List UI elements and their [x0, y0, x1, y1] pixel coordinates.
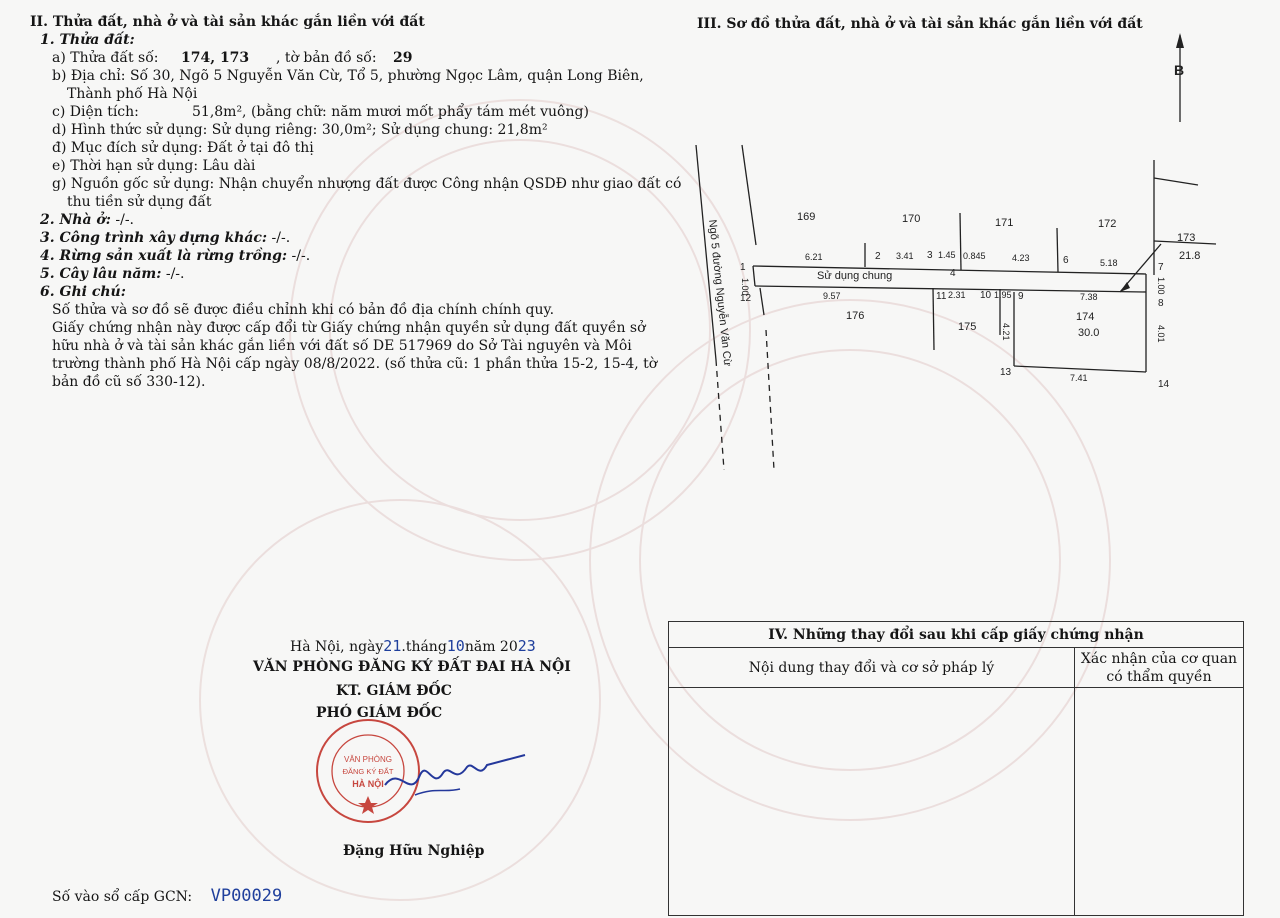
- house-value: -/-.: [115, 212, 135, 228]
- parcel-175: 175: [958, 321, 977, 333]
- origin-row-1: g) Nguồn gốc sử dụng: Nhận chuyển nhượng đất được Công nhận QSDĐ như giao đất có: [52, 176, 682, 192]
- dim-5-18: 5.18: [1100, 258, 1118, 268]
- authority-header-line-2: có thẩm quyền: [1106, 668, 1212, 685]
- section-2-title: II. Thửa đất, nhà ở và tài sản khác gắn liền với đất: [30, 14, 425, 30]
- point-14: 14: [1158, 379, 1170, 390]
- origin-row-2: thu tiền sử dụng đất: [67, 194, 212, 210]
- dim-9-57: 9.57: [823, 291, 841, 301]
- dim-2-31: 2.31: [948, 290, 966, 300]
- point-11: 11: [936, 291, 947, 302]
- dim-7-41: 7.41: [1070, 373, 1088, 383]
- perennial-row: [30, 266, 630, 284]
- shared-use-label: Sử dụng chung: [817, 270, 893, 282]
- note-line-4: trường thành phố Hà Nội cấp ngày 08/8/2022. (số thửa cũ: 1 phần thửa 15-2, 15-4, tờ: [52, 356, 658, 372]
- parcel-number-value: 174, 173: [180, 50, 250, 66]
- parcel-176: 176: [846, 310, 865, 322]
- map-sheet-label: , tờ bản đồ số:: [275, 50, 377, 66]
- point-6: 6: [1063, 255, 1069, 266]
- dim-4-01: 4.01: [1156, 325, 1166, 343]
- changes-content-cell: [669, 688, 1075, 916]
- director-title: KT. GIÁM ĐỐC: [336, 683, 452, 699]
- changes-authority-header: [1075, 648, 1244, 688]
- dim-1-95: 1.95: [994, 290, 1012, 300]
- address-line-2: Thành phố Hà Nội: [67, 86, 198, 102]
- usage-term-row: e) Thời hạn sử dụng: Lâu dài: [52, 158, 256, 174]
- dim-4-23: 4.23: [1012, 253, 1030, 263]
- parcel-174-area: 30.0: [1078, 327, 1100, 339]
- handwritten-signature: [375, 745, 535, 815]
- forest-row: [30, 248, 630, 266]
- area-row: [30, 104, 630, 122]
- deputy-director-title: PHÓ GIÁM ĐỐC: [316, 705, 443, 721]
- date-day: 21: [383, 637, 402, 655]
- changes-content-header: Nội dung thay đổi và cơ sở pháp lý: [669, 648, 1075, 688]
- point-10: 10: [980, 290, 992, 301]
- usage-purpose-row: đ) Mục đích sử dụng: Đất ở tại đô thị: [52, 140, 314, 156]
- note-line-3: hữu nhà ở và tài sản khác gắn liền với đất số DE 517969 do Sở Tài nguyên và Môi: [52, 338, 632, 354]
- perennial-value: -/-.: [165, 266, 185, 282]
- office-name: VĂN PHÒNG ĐĂNG KÝ ĐẤT ĐAI HÀ NỘI: [253, 659, 571, 675]
- house-row: [30, 212, 630, 230]
- other-construction-value: -/-.: [271, 230, 291, 246]
- date-year-label: năm 20: [464, 639, 518, 655]
- note-line-5: bản đồ cũ số 330-12).: [52, 374, 206, 390]
- land-parcel-heading: 1. Thửa đất:: [40, 32, 135, 48]
- dim-7-38: 7.38: [1080, 292, 1098, 302]
- parcel-169: 169: [797, 211, 816, 223]
- parcel-number-row: [30, 50, 630, 68]
- stamp-text-top: VĂN PHÒNG: [343, 755, 393, 764]
- dim-1-00-left: 1.00: [740, 278, 750, 296]
- date-month-label: tháng: [405, 639, 447, 655]
- dim-6-21: 6.21: [805, 252, 823, 262]
- dim-0-845: 0.845: [963, 251, 986, 261]
- road-label: Ngõ 5 đường Nguyễn Văn Cừ: [706, 219, 734, 367]
- other-construction-row: [30, 230, 630, 248]
- point-13: 13: [1000, 367, 1012, 378]
- registry-label: Số vào sổ cấp GCN:: [52, 889, 193, 905]
- authority-header-line-1: Xác nhận của cơ quan: [1080, 650, 1238, 667]
- parcel-173: 173: [1177, 232, 1196, 244]
- point-3: 3: [927, 250, 933, 261]
- point-8: 8: [1158, 298, 1164, 309]
- notes-heading: 6. Ghi chú:: [40, 284, 126, 300]
- issue-date: Hà Nội, ngày21.tháng10năm 2023: [290, 637, 536, 655]
- registry-row: [52, 886, 282, 906]
- parcel-170: 170: [902, 213, 921, 225]
- date-prefix: Hà Nội, ngày: [290, 639, 384, 655]
- changes-authority-cell: [1075, 688, 1244, 916]
- changes-table: [668, 621, 1244, 916]
- area-label: c) Diện tích:: [52, 104, 139, 120]
- perennial-label: 5. Cây lâu năm:: [40, 266, 162, 282]
- dim-3-41: 3.41: [896, 251, 914, 261]
- house-label: 2. Nhà ở:: [40, 212, 111, 228]
- dim-1-45: 1.45: [938, 250, 956, 260]
- section-land-info: [30, 14, 682, 392]
- date-month: 10: [446, 637, 465, 655]
- registry-number: VP00029: [210, 886, 283, 906]
- section-4-title: IV. Những thay đổi sau khi cấp giấy chứng nhận: [669, 622, 1244, 648]
- section-3-title: III. Sơ đồ thửa đất, nhà ở và tài sản khác gắn liền với đất: [697, 16, 1143, 32]
- parcel-diagram: [680, 30, 1240, 480]
- address-line-1: b) Địa chỉ: Số 30, Ngõ 5 Nguyễn Văn Cừ, Tổ 5, phường Ngọc Lâm, quận Long Biên,: [52, 68, 644, 84]
- dim-4-21: 4.21: [1001, 323, 1011, 341]
- point-1: 1: [740, 262, 746, 273]
- parcel-174: 174: [1076, 311, 1095, 323]
- stamp-text-bottom: HÀ NỘI: [352, 779, 384, 789]
- parcel-number-label: a) Thửa đất số:: [52, 50, 159, 66]
- parcel-172: 172: [1098, 218, 1117, 230]
- stamp-text-middle: ĐĂNG KÝ ĐẤT: [342, 767, 394, 776]
- forest-label: 4. Rừng sản xuất là rừng trồng:: [40, 248, 288, 264]
- signer-name: Đặng Hữu Nghiệp: [343, 843, 485, 859]
- north-label: B: [1174, 62, 1185, 78]
- other-construction-label: 3. Công trình xây dựng khác:: [40, 230, 268, 246]
- note-line-1: Số thửa và sơ đồ sẽ được điều chỉnh khi có bản đồ địa chính chính quy.: [52, 302, 555, 318]
- point-9: 9: [1018, 291, 1024, 302]
- date-year: 23: [517, 637, 536, 655]
- dim-1-00-right: 1.00: [1156, 277, 1166, 295]
- point-2: 2: [875, 251, 881, 262]
- note-line-2: Giấy chứng nhận này được cấp đổi từ Giấy chứng nhận quyền sử dụng đất quyền sở: [52, 320, 646, 336]
- area-value: 51,8m², (bằng chữ: năm mươi mốt phẩy tám mét vuông): [192, 104, 589, 120]
- usage-form-row: d) Hình thức sử dụng: Sử dụng riêng: 30,0m²; Sử dụng chung: 21,8m²: [52, 122, 548, 138]
- parcel-171: 171: [995, 217, 1014, 229]
- point-4: 4: [950, 268, 956, 279]
- point-12: 12: [740, 293, 752, 304]
- forest-value: -/-.: [291, 248, 311, 264]
- point-7: 7: [1158, 262, 1164, 273]
- parcel-173-area: 21.8: [1179, 250, 1201, 262]
- map-sheet-value: 29: [393, 50, 413, 66]
